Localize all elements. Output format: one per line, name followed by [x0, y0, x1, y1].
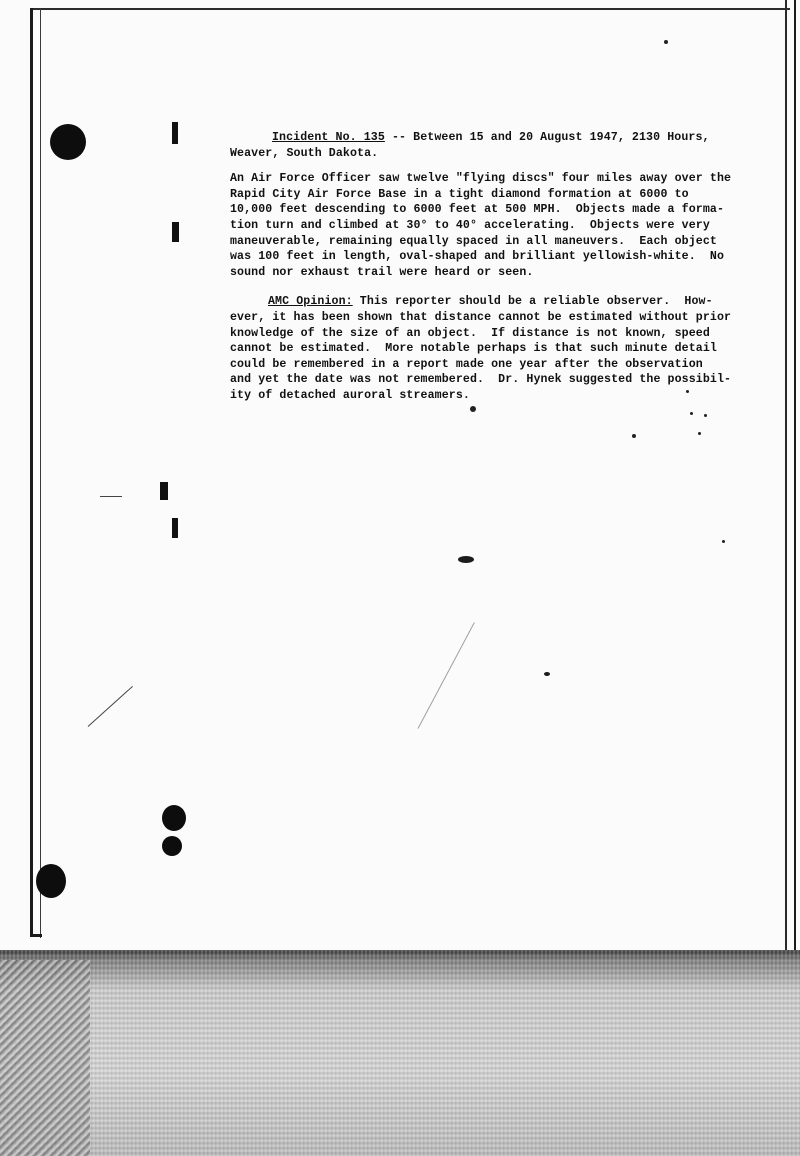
paragraph-line: knowledge of the size of an object. If distance is not known, speed: [230, 326, 710, 340]
ink-blot: [544, 672, 550, 676]
incident-date-time: -- Between 15 and 20 August 1947, 2130 Hours,: [384, 131, 710, 144]
paragraph-line: tion turn and climbed at 30° to 40° accelerating. Objects were very: [230, 218, 710, 232]
opinion-text: This reporter should be a reliable observer. How-: [352, 295, 713, 309]
binder-hole: [162, 805, 186, 831]
opinion-label: AMC Opinion:: [268, 295, 353, 309]
incident-report-text: [230, 130, 750, 404]
incident-heading: [272, 130, 750, 146]
paragraph-line: sound nor exhaust trail were heard or seen.: [230, 265, 534, 279]
speck: [632, 434, 636, 438]
speck: [704, 414, 707, 417]
binder-hole: [50, 124, 86, 160]
opinion-paragraph: [230, 294, 750, 403]
paragraph-line: ever, it has been shown that distance cannot be estimated without prior: [230, 310, 732, 324]
paragraph-line: maneuverable, remaining equally spaced in all maneuvers. Each object: [230, 234, 717, 248]
paragraph-line: cannot be estimated. More notable perhaps is that such minute detail: [230, 342, 717, 356]
page-corner-mark: [30, 934, 42, 937]
staple-mark: [172, 122, 178, 144]
incident-number: Incident No. 135: [272, 131, 385, 144]
ink-blot: [458, 556, 474, 563]
incident-location: Weaver, South Dakota.: [230, 146, 379, 160]
speck: [664, 40, 668, 44]
page-top-edge: [30, 8, 790, 10]
binder-hole: [162, 836, 182, 856]
paragraph-line: ity of detached auroral streamers.: [230, 388, 470, 402]
speck: [470, 406, 476, 412]
page-right-border: [785, 0, 787, 960]
paragraph-line: 10,000 feet descending to 6000 feet at 500 MPH. Objects made a forma-: [230, 203, 725, 217]
stray-stroke: [418, 622, 475, 728]
stray-stroke: [88, 686, 133, 727]
opinion-first-line: [268, 294, 750, 310]
staple-mark: [172, 518, 178, 538]
speck: [722, 540, 725, 543]
staple-mark: [172, 222, 179, 242]
page-left-border: [30, 8, 33, 936]
stray-stroke: [100, 496, 122, 497]
page-right-outer-border: [794, 0, 796, 980]
observation-paragraph: [230, 171, 750, 280]
paragraph-line: could be remembered in a report made one year after the observation: [230, 357, 703, 371]
scanned-fold-shadow: [0, 960, 90, 1156]
speck: [698, 432, 701, 435]
paragraph-line: was 100 feet in length, oval-shaped and brilliant yellowish-white. No: [230, 250, 725, 264]
paragraph-line: and yet the date was not remembered. Dr. Hynek suggested the possibil-: [230, 373, 732, 387]
scanned-fold-band: [0, 950, 800, 1156]
page-left-inner-border: [40, 8, 41, 938]
binder-hole: [36, 864, 66, 898]
paragraph-line: An Air Force Officer saw twelve "flying discs" four miles away over the: [230, 172, 732, 186]
speck: [690, 412, 693, 415]
staple-mark: [160, 482, 168, 500]
paragraph-line: Rapid City Air Force Base in a tight diamond formation at 6000 to: [230, 187, 689, 201]
